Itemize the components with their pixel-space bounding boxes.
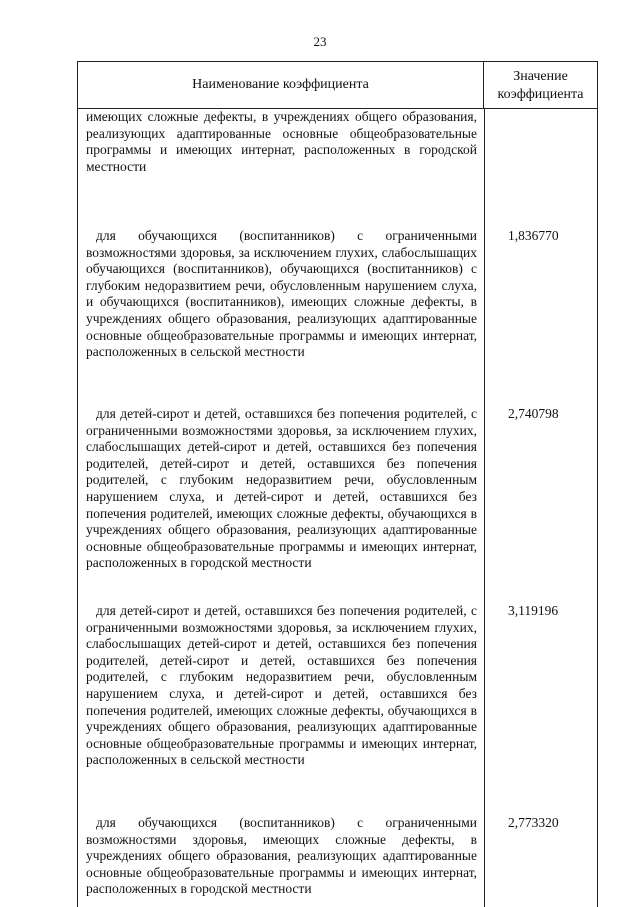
table-body — [77, 109, 598, 907]
column-divider — [484, 109, 485, 907]
coefficient-description: для обучающихся (воспитанников) с ограниченными возможностями здоровья, за исключением глухих, слабослышащих обучающихся (воспитанников), обучающихся (воспитанников) с глубоким недоразвитием речи, обусловленным нарушением слуха, и обучающихся (воспитанников), имеющих сложные дефекты, в учреждениях общего образования, реализующих адаптированные основные общеобразовательные программы и имеющих интернат, расположенных в сельской местности — [86, 228, 477, 360]
column-header-name: Наименование коэффициента — [77, 62, 484, 108]
coefficients-table — [77, 61, 598, 905]
coefficient-value: 2,740798 — [508, 406, 559, 421]
coefficient-value: 3,119196 — [508, 603, 559, 618]
coefficient-value: 1,836770 — [508, 228, 559, 243]
page-number: 23 — [313, 34, 327, 49]
coefficient-description: для детей-сирот и детей, оставшихся без попечения родителей, с ограниченными возможностями здоровья, за исключением глухих, слабослышащих детей-сирот и детей, оставшихся без попечения родителей, детей-сирот и детей, оставшихся без попечения родителей, с глубоким недоразвитием речи, обусловленным нарушением слуха, и детей-сирот и детей, оставшихся без попечения родителей, имеющих сложные дефекты, обучающихся в учреждениях общего образования, реализующих адаптированные основные общеобразовательные программы и имеющих интернат, расположенных в сельской местности — [86, 603, 477, 768]
coefficient-description: имеющих сложные дефекты, в учреждениях общего образования, реализующих адаптированные основные общеобразовательные программы и имеющих интернат, расположенных в городской местности — [86, 109, 477, 174]
table-header — [77, 61, 598, 109]
column-header-value: Значение коэффициента — [484, 62, 598, 108]
coefficient-value: 2,773320 — [508, 815, 559, 830]
coefficient-description: для обучающихся (воспитанников) с ограниченными возможностями здоровья, имеющих сложные дефекты, в учреждениях общего образования, реализующих адаптированные основные общеобразовательные программы и имеющих интернат, расположенных в городской местности — [86, 815, 477, 897]
coefficient-description: для детей-сирот и детей, оставшихся без попечения родителей, с ограниченными возможностями здоровья, за исключением глухих, слабослышащих детей-сирот и детей, оставшихся без попечения родителей, детей-сирот и детей, оставшихся без попечения родителей, с глубоким недоразвитием речи, обусловленным нарушением слуха, и детей-сирот и детей, оставшихся без попечения родителей, имеющих сложные дефекты, обучающихся в учреждениях общего образования, реализующих адаптированные основные общеобразовательные программы и имеющих интернат, расположенных в городской местности — [86, 406, 477, 571]
